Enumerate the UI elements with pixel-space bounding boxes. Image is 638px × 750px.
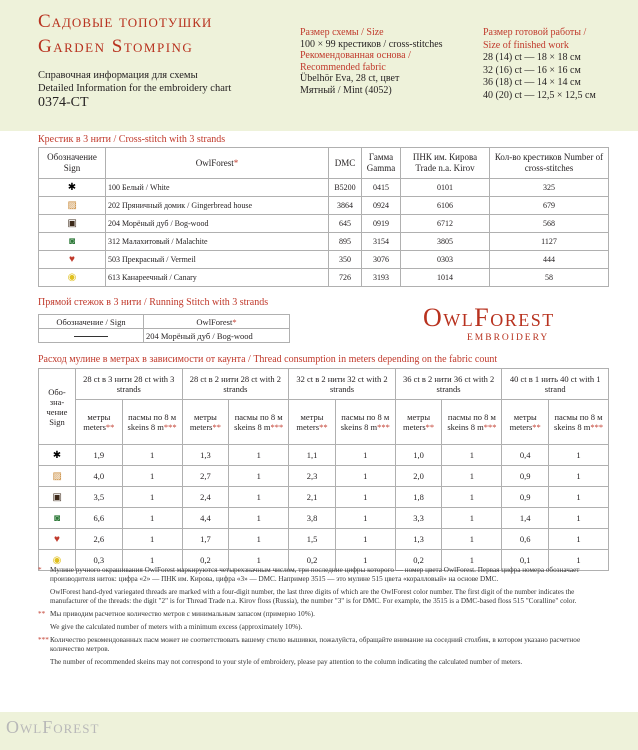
cross-row: ▨ 202 Пряничный домик / Gingerbread house 3864 0924 6106 679 xyxy=(39,197,609,215)
footnote: *** Количество рекомендованных пасм может не соответствовать вашему стилю вышивки, пожалуйста, обращайте внимание на соседний столбик, в котором указано расчетное количество метров. xyxy=(38,635,581,654)
cross-row: ♥ 503 Прекрасный / Vermeil 350 3076 0303 444 xyxy=(39,251,609,269)
logo-subtitle: EMBROIDERY xyxy=(467,333,550,343)
count-group-header: 28 ct в 3 нити 28 ct with 3 strands xyxy=(76,369,183,400)
consumption-title: Расход мулине в метрах в зависимости от каунта / Thread consumption in meters depending on the fabric count xyxy=(38,354,498,365)
running-table: Обозначение / Sign OwlForest* 204 Морёный дуб / Bog-wood xyxy=(38,314,290,343)
consumption-row: ✱ 1,9 1 1,3 1 1,1 1 1,0 1 0,4 1 xyxy=(39,445,609,466)
footer-logo: OwlForest xyxy=(6,717,100,737)
consumption-row: ◙ 6,6 1 4,4 1 3,8 1 3,3 1 1,4 1 xyxy=(39,508,609,529)
footnote: OwlForest hand-dyed variegated threads are marked with a four-digit number, the last three digits of which are the OwlForest color number. The first digit of the number indicates the manufacturer of the threads: the digit "2" is for Thread Trade n.a. Kirov floss (Russia), the number "3" is for DMC. For example, the 3515 is a DMC-based floss 515 "Coralline" color. xyxy=(50,588,577,606)
symbol-icon: ✱ xyxy=(39,445,76,466)
consumption-row: ◉ 0,3 1 0,2 1 0,2 1 0,2 1 0,1 1 xyxy=(39,550,609,571)
footnote: ** Мы приводим расчетное количество метров с минимальным запасом (примерно 10%). xyxy=(38,610,315,619)
cross-table: Обозначение Sign OwlForest* DMC Гамма Gamma ПНК им. Кирова Trade n.a. Kirov Кол-во крестиков Number of cross-stitches ✱ 100 Белый / White B5200 0415 0101 325 ▨ 202 Пряничный домик / Gingerbread house 3864 0924 6106 679 ▣ 204 Морёный дуб / Bog-wood 645 0919 6712 568 ◙ 312 Малахитовый / Malachite 895 3154 3805 1127 ♥ 503 Прекрасный / Vermeil 350 3076 0303 444 ◉ 613 Канареечный / Canary 726 3193 1014 58 xyxy=(38,147,609,287)
finished-size: Размер готовой работы / Size of finished work 28 (14) ct — 18 × 18 см 32 (16) ct — 16 × 16 см 36 (18) ct — 14 × 14 см 40 (20) ct — 12,5 × 12,5 см xyxy=(483,27,596,101)
count-group-header: 28 ct в 2 нити 28 ct with 2 strands xyxy=(182,369,289,400)
consumption-row: ♥ 2,6 1 1,7 1 1,5 1 1,3 1 0,6 1 xyxy=(39,529,609,550)
symbol-icon: ✱ xyxy=(39,179,106,197)
symbol-icon: ▨ xyxy=(39,197,106,215)
consumption-row: ▣ 3,5 1 2,4 1 2,1 1 1,8 1 0,9 1 xyxy=(39,487,609,508)
count-group-header: 32 ct в 2 нити 32 ct with 2 strands xyxy=(289,369,396,400)
cross-title: Крестик в 3 нити / Cross-stitch with 3 strands xyxy=(38,134,226,145)
owlforest-logo: OwlForest xyxy=(423,303,555,332)
cross-row: ◉ 613 Канареечный / Canary 726 3193 1014 58 xyxy=(39,269,609,287)
symbol-icon: ◙ xyxy=(39,508,76,529)
consumption-table: Обо-зна-чение Sign 28 ct в 3 нити 28 ct with 3 strands 28 ct в 2 нити 28 ct with 2 strands 32 ct в 2 нити 32 ct with 2 strands 36 ct в 2 нити 36 ct with 2 strands 40 ct в 1 нить 40 ct with 1 strand метры meters** пасмы по 8 м skeins 8 m*** метры meters** пасмы по 8 м skeins 8 m*** метры meters** пасмы по 8 м skeins 8 m*** метры meters** пасмы по 8 м skeins 8 m*** метры meters** пасмы по 8 м skeins 8 m*** ✱ 1,9 1 1,3 1 1,1 1 1,0 1 0,4 1 ▨ 4,0 1 2,7 1 2,3 1 2,0 1 0,9 1 ▣ 3,5 1 2,4 1 2,1 1 1,8 1 0,9 1 ◙ 6,6 1 4,4 1 3,8 1 3,3 1 1,4 1 ♥ 2,6 1 1,7 1 1,5 1 1,3 1 0,6 1 ◉ 0,3 1 0,2 1 0,2 1 0,2 1 0,1 1 xyxy=(38,368,609,571)
footnotes xyxy=(38,566,603,671)
cross-row: ✱ 100 Белый / White B5200 0415 0101 325 xyxy=(39,179,609,197)
symbol-icon: ▨ xyxy=(39,466,76,487)
symbol-icon: ♥ xyxy=(39,529,76,550)
chart-code: 0374-CT xyxy=(38,95,89,110)
footnote: * Мулине ручного окрашивания OwlForest маркируются четырехзначным числом, три последние цифры которого — номер цвета OwlForest. Первая цифра номера обозначает производителя ниток: цифра «2» — ПНК им. Кирова, цифра «3» — DMC. Например 3515 — это мулине 515 цвета «коралловый» на основе DMC. xyxy=(38,566,580,584)
count-group-header: 36 ct в 2 нити 36 ct with 2 strands xyxy=(395,369,502,400)
cross-row: ▣ 204 Морёный дуб / Bog-wood 645 0919 6712 568 xyxy=(39,215,609,233)
footnote: We give the calculated number of meters with a minimum excess (approximately 10%). xyxy=(50,622,303,631)
symbol-icon: ◉ xyxy=(39,269,106,287)
symbol-icon: ▣ xyxy=(39,215,106,233)
footnote: The number of recommended skeins may not correspond to your style of embroidery, please pay attention to the column indicating the calculated number of meters. xyxy=(50,657,523,666)
symbol-icon: ♥ xyxy=(39,251,106,269)
symbol-icon: ▣ xyxy=(39,487,76,508)
owl-header: OwlForest* xyxy=(106,148,329,179)
running-owl-header: OwlForest* xyxy=(144,315,290,329)
title-en: Garden Stomping xyxy=(38,36,194,57)
running-line-symbol xyxy=(39,329,144,343)
count-group-header: 40 ct в 1 нить 40 ct with 1 strand xyxy=(502,369,609,400)
cross-row: ◙ 312 Малахитовый / Malachite 895 3154 3805 1127 xyxy=(39,233,609,251)
reference-text: Справочная информация для схемы Detailed Information for the embroidery chart xyxy=(38,70,232,94)
size-info: Размер схемы / Size 100 × 99 крестиков / cross-stitches Рекомендованная основа / Recommended fabric Übelhör Eva, 28 ct, цвет Мятный / Mint (4052) xyxy=(300,27,443,96)
symbol-icon: ◙ xyxy=(39,233,106,251)
consumption-row: ▨ 4,0 1 2,7 1 2,3 1 2,0 1 0,9 1 xyxy=(39,466,609,487)
running-title: Прямой стежок в 3 нити / Running Stitch with 3 strands xyxy=(38,297,269,308)
symbol-icon: ◉ xyxy=(39,550,76,571)
title-ru: Садовые топотушки xyxy=(38,11,213,32)
